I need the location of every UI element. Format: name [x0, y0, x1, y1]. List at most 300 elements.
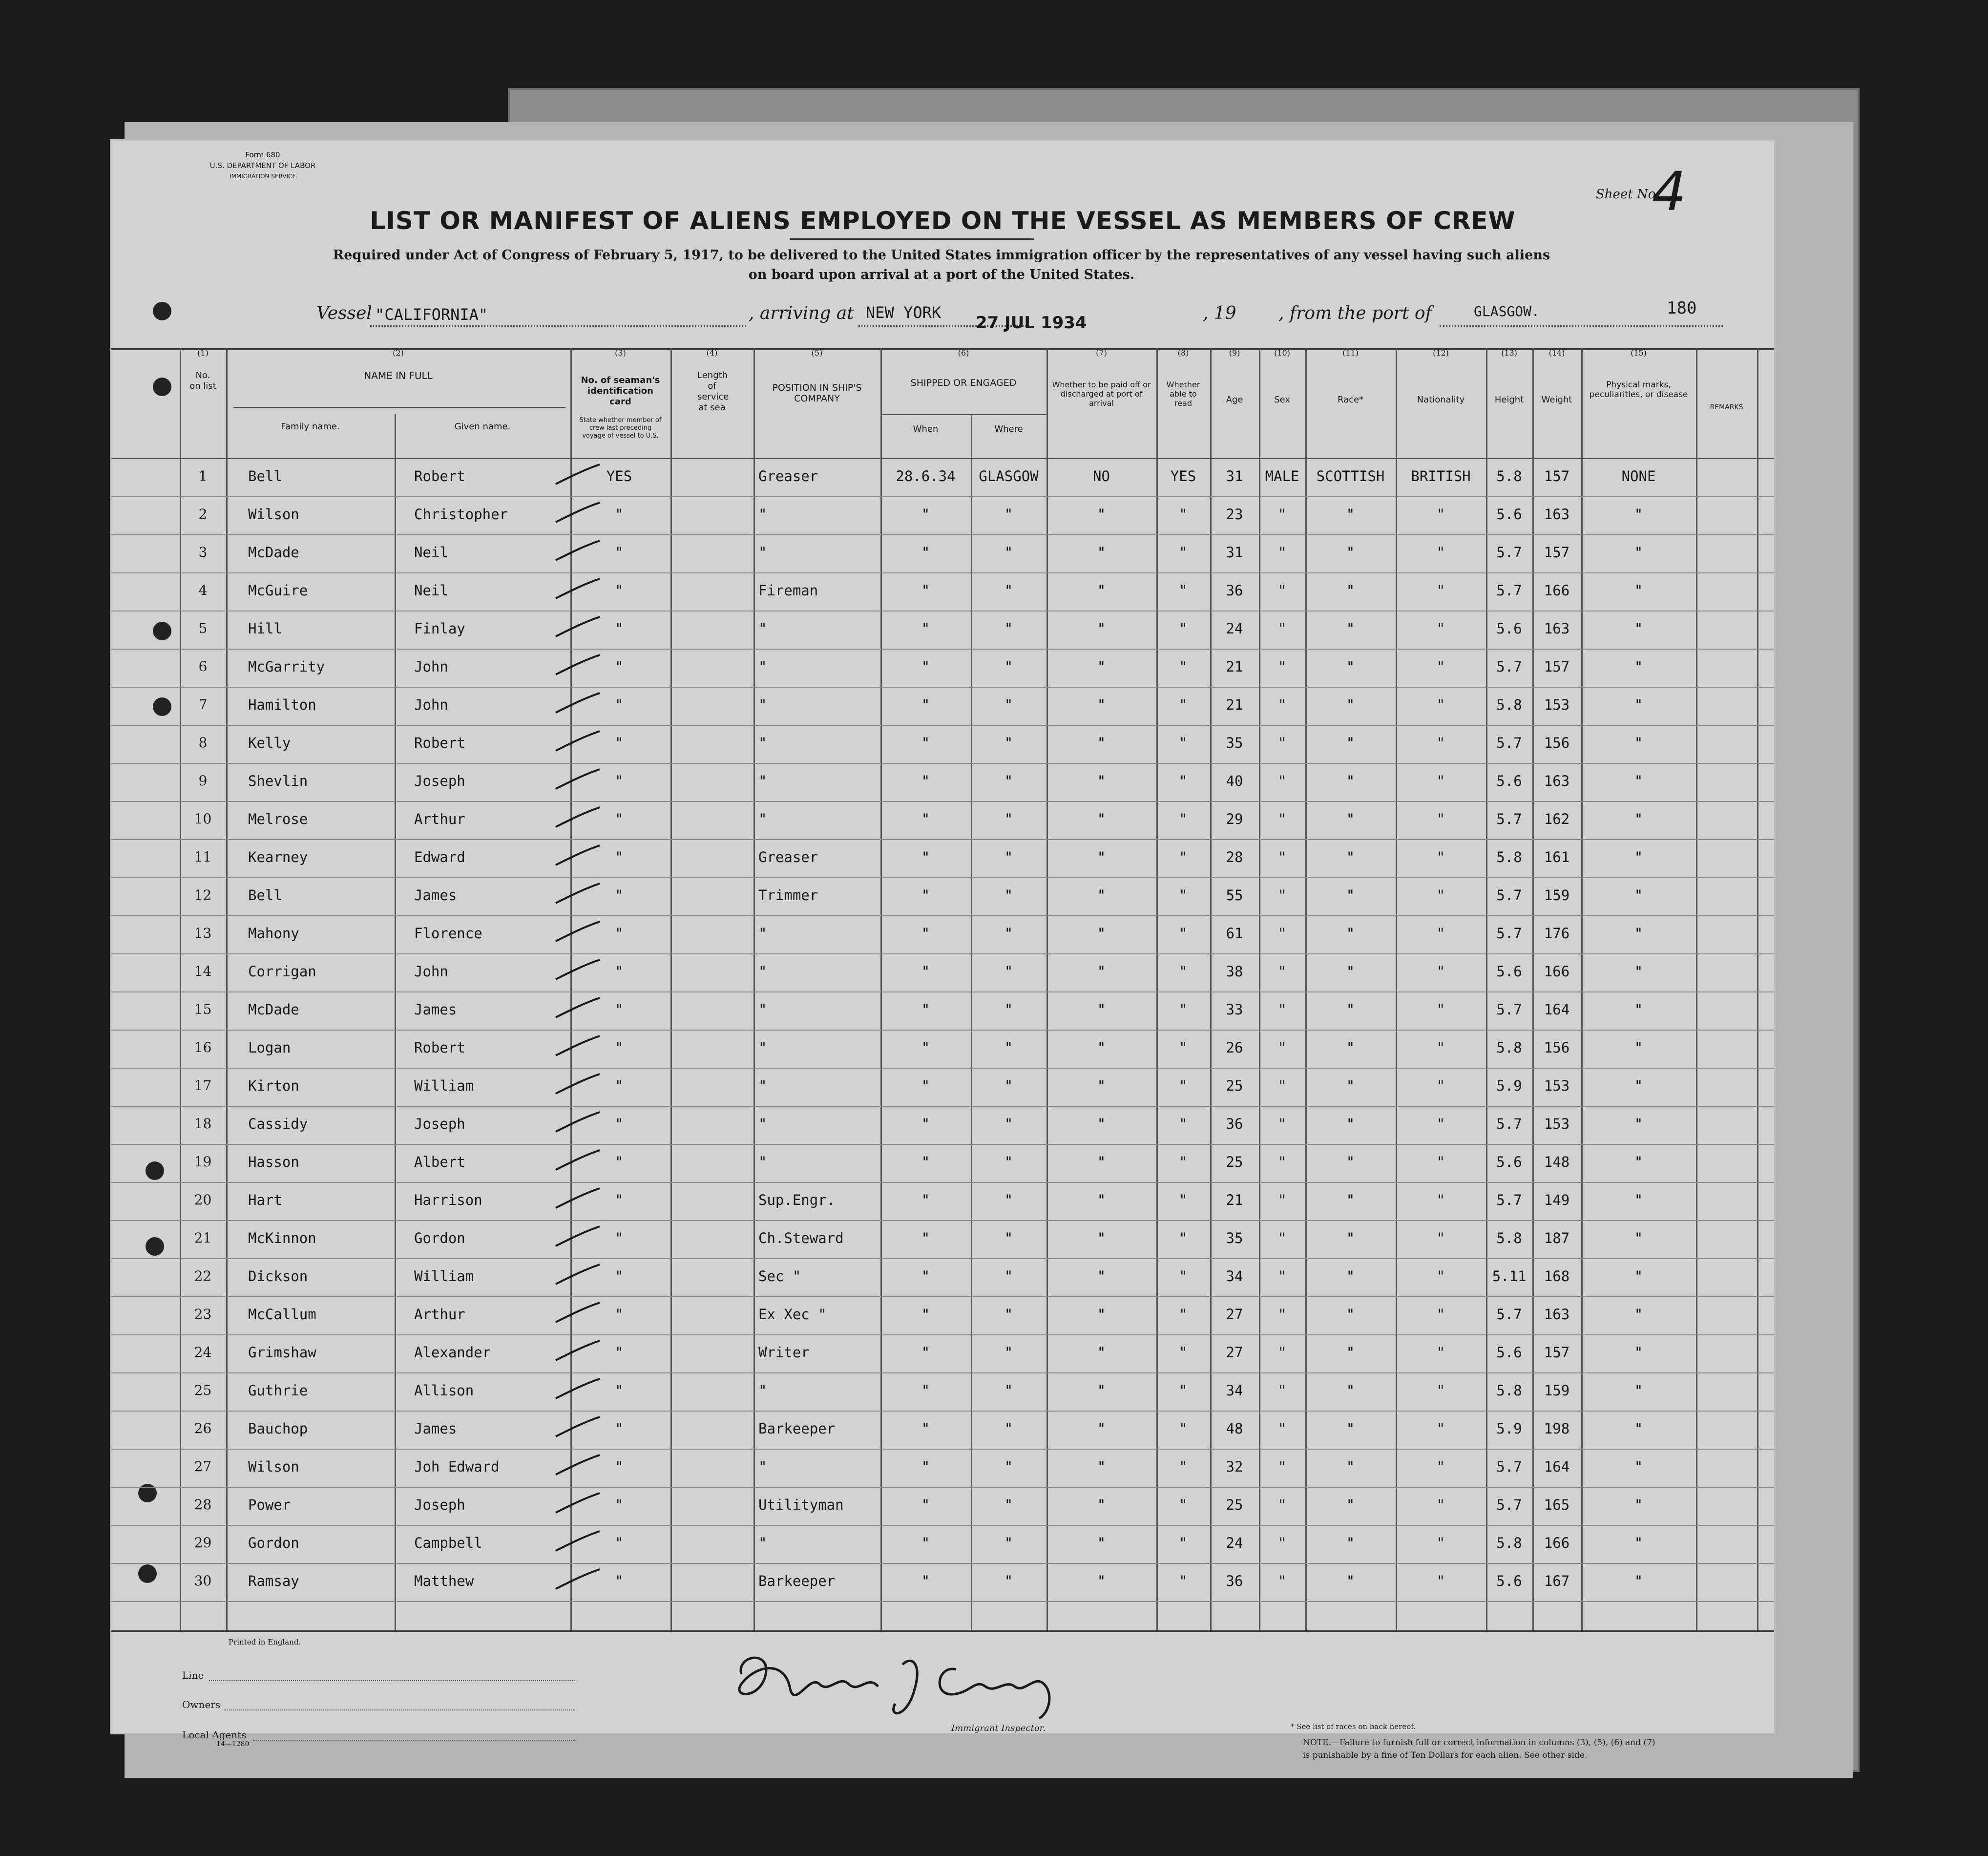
- cell-marks: ": [1634, 1344, 1643, 1361]
- cell-paid: ": [1097, 1230, 1106, 1246]
- cell-weight: 157: [1544, 468, 1570, 485]
- check-mark: [553, 1338, 602, 1363]
- cell-no: 25: [194, 1382, 212, 1398]
- cell-given: Allison: [414, 1382, 474, 1399]
- cell-card: ": [615, 1420, 624, 1437]
- cell-read: ": [1179, 658, 1188, 675]
- cell-card: ": [615, 1001, 624, 1018]
- cell-card: ": [615, 1306, 624, 1323]
- cell-given: Joseph: [414, 1497, 465, 1513]
- cell-height: 5.8: [1496, 849, 1522, 865]
- cell-where: ": [1004, 1306, 1013, 1323]
- cell-sex: ": [1277, 887, 1287, 904]
- cell-age: 26: [1226, 1039, 1243, 1056]
- cell-read: ": [1179, 773, 1188, 789]
- cell-where: ": [1004, 1535, 1013, 1551]
- cell-position: ": [758, 1535, 767, 1551]
- cell-when: ": [921, 1039, 930, 1056]
- cell-age: 61: [1226, 925, 1243, 942]
- cell-weight: 166: [1544, 1535, 1570, 1551]
- col-3-number: (3): [615, 348, 626, 358]
- cell-position: ": [758, 811, 767, 827]
- col-11-number: (11): [1342, 348, 1359, 358]
- col-header-height: Height: [1494, 395, 1524, 405]
- cell-sex: ": [1277, 925, 1287, 942]
- cell-no: 10: [194, 811, 212, 827]
- cell-height: 5.7: [1496, 658, 1522, 675]
- cell-card: ": [615, 1344, 624, 1361]
- cell-where: ": [1004, 1116, 1013, 1132]
- cell-no: 5: [198, 620, 208, 636]
- cell-sex: ": [1277, 849, 1287, 865]
- cell-card: ": [615, 1382, 624, 1399]
- cell-when: 28.6.34: [896, 468, 956, 485]
- cell-paid: ": [1097, 1268, 1106, 1285]
- cell-no: 8: [198, 735, 208, 751]
- manifest-sheet: [110, 139, 1776, 1760]
- cell-nationality: ": [1436, 1306, 1445, 1323]
- cell-age: 32: [1226, 1458, 1243, 1475]
- cell-when: ": [921, 887, 930, 904]
- check-mark: [553, 691, 602, 715]
- cell-no: 6: [198, 658, 208, 675]
- table-row: [111, 611, 1774, 650]
- table-row: [111, 1525, 1774, 1564]
- cell-read: ": [1179, 506, 1188, 523]
- cell-height: 5.7: [1496, 887, 1522, 904]
- cell-given: James: [414, 1001, 457, 1018]
- departure-port: GLASGOW.: [1474, 303, 1540, 319]
- cell-height: 5.7: [1496, 1001, 1522, 1018]
- cell-no: 16: [194, 1039, 212, 1055]
- cell-read: ": [1179, 1535, 1188, 1551]
- cell-card: ": [615, 849, 624, 865]
- cell-paid: ": [1097, 1116, 1106, 1132]
- cell-card: ": [615, 1154, 624, 1170]
- cell-position: ": [758, 1458, 767, 1475]
- cell-family: Logan: [248, 1039, 291, 1056]
- cell-race: ": [1346, 1458, 1355, 1475]
- cell-sex: ": [1277, 1420, 1287, 1437]
- cell-nationality: ": [1436, 925, 1445, 942]
- cell-nationality: ": [1436, 963, 1445, 980]
- cell-position: ": [758, 773, 767, 789]
- cell-when: ": [921, 1230, 930, 1246]
- cell-age: 55: [1226, 887, 1243, 904]
- cell-position: ": [758, 658, 767, 675]
- cell-nationality: ": [1436, 1497, 1445, 1513]
- cell-where: ": [1004, 849, 1013, 865]
- table-row: [111, 877, 1774, 916]
- cell-sex: ": [1277, 506, 1287, 523]
- cell-given: Joh Edward: [414, 1458, 500, 1475]
- check-mark: [553, 1376, 602, 1401]
- cell-card: ": [615, 506, 624, 523]
- cell-race: ": [1346, 1268, 1355, 1285]
- cell-read: ": [1179, 1039, 1188, 1056]
- cell-given: James: [414, 1420, 457, 1437]
- cell-race: ": [1346, 1497, 1355, 1513]
- table-row: [111, 725, 1774, 764]
- cell-where: ": [1004, 963, 1013, 980]
- cell-nationality: ": [1436, 849, 1445, 865]
- cell-family: Kelly: [248, 735, 291, 751]
- table-row: [111, 1182, 1774, 1221]
- cell-sex: ": [1277, 1573, 1287, 1589]
- cell-position: Ex Xec ": [758, 1306, 827, 1323]
- cell-weight: 164: [1544, 1458, 1570, 1475]
- cell-given: Neil: [414, 544, 448, 561]
- check-mark: [553, 1453, 602, 1477]
- cell-no: 18: [194, 1116, 212, 1132]
- table-row: [111, 1068, 1774, 1107]
- cell-sex: ": [1277, 1268, 1287, 1285]
- cell-sex: ": [1277, 1306, 1287, 1323]
- cell-age: 21: [1226, 658, 1243, 675]
- check-mark: [553, 729, 602, 753]
- cell-nationality: ": [1436, 620, 1445, 637]
- cell-read: ": [1179, 849, 1188, 865]
- cell-where: ": [1004, 887, 1013, 904]
- cell-age: 36: [1226, 1573, 1243, 1589]
- col-header-family-name: Family name.: [281, 422, 340, 432]
- cell-race: ": [1346, 811, 1355, 827]
- arriving-label: , arriving at: [749, 303, 854, 323]
- cell-no: 21: [194, 1230, 212, 1246]
- cell-nationality: ": [1436, 1154, 1445, 1170]
- cell-paid: ": [1097, 1001, 1106, 1018]
- cell-given: John: [414, 658, 448, 675]
- cell-read: ": [1179, 544, 1188, 561]
- cell-family: Hasson: [248, 1154, 299, 1170]
- document-subtitle: [282, 246, 1601, 285]
- cell-height: 5.8: [1496, 1535, 1522, 1551]
- cell-family: McDade: [248, 544, 299, 561]
- cell-read: ": [1179, 1420, 1188, 1437]
- table-row: [111, 458, 1774, 497]
- cell-age: 36: [1226, 582, 1243, 599]
- cell-when: ": [921, 1268, 930, 1285]
- check-mark: [553, 576, 602, 601]
- cell-card: ": [615, 773, 624, 789]
- check-mark: [553, 1186, 602, 1210]
- cell-marks: ": [1634, 1039, 1643, 1056]
- cell-family: Hart: [248, 1192, 282, 1208]
- cell-where: ": [1004, 1573, 1013, 1589]
- cell-paid: ": [1097, 1573, 1106, 1589]
- cell-family: Kirton: [248, 1077, 299, 1094]
- cell-weight: 157: [1544, 544, 1570, 561]
- cell-where: ": [1004, 925, 1013, 942]
- cell-weight: 166: [1544, 963, 1570, 980]
- cell-weight: 149: [1544, 1192, 1570, 1208]
- cell-race: ": [1346, 544, 1355, 561]
- table-row: [111, 763, 1774, 802]
- cell-weight: 167: [1544, 1573, 1570, 1589]
- cell-marks: ": [1634, 696, 1643, 713]
- cell-given: John: [414, 963, 448, 980]
- cell-position: Greaser: [758, 468, 818, 485]
- cell-sex: ": [1277, 1344, 1287, 1361]
- cell-read: ": [1179, 1458, 1188, 1475]
- table-bottom-rule: [111, 1630, 1774, 1632]
- cell-where: ": [1004, 1344, 1013, 1361]
- cell-nationality: ": [1436, 658, 1445, 675]
- cell-no: 17: [194, 1077, 212, 1094]
- cell-weight: 162: [1544, 811, 1570, 827]
- col-header-id-card-note: State whether member of crew last preceding voyage of vessel to U.S.: [579, 417, 662, 440]
- check-mark: [553, 653, 602, 677]
- cell-marks: ": [1634, 1192, 1643, 1208]
- penalty-note-line-2: is punishable by a fine of Ten Dollars for each alien. See other side.: [1303, 1751, 1588, 1760]
- cell-sex: MALE: [1265, 468, 1299, 485]
- cell-position: ": [758, 925, 767, 942]
- cell-family: Bauchop: [248, 1420, 308, 1437]
- cell-nationality: ": [1436, 1077, 1445, 1094]
- cell-position: Ch.Steward: [758, 1230, 844, 1246]
- cell-family: Dickson: [248, 1268, 308, 1285]
- cell-paid: ": [1097, 811, 1106, 827]
- cell-family: Bell: [248, 468, 282, 485]
- cell-where: ": [1004, 1268, 1013, 1285]
- table-row: [111, 1411, 1774, 1450]
- cell-race: ": [1346, 1535, 1355, 1551]
- department-name: U.S. DEPARTMENT OF LABOR: [209, 161, 316, 170]
- cell-weight: 163: [1544, 1306, 1570, 1323]
- cell-race: SCOTTISH: [1316, 468, 1385, 485]
- cell-given: John: [414, 696, 448, 713]
- cell-read: ": [1179, 696, 1188, 713]
- cell-weight: 153: [1544, 1116, 1570, 1132]
- cell-weight: 157: [1544, 658, 1570, 675]
- document-title: LIST OR MANIFEST OF ALIENS EMPLOYED ON THE VESSEL AS MEMBERS OF CREW: [370, 207, 1516, 235]
- cell-race: ": [1346, 1230, 1355, 1246]
- cell-card: ": [615, 696, 624, 713]
- signature-caption: Immigrant Inspector.: [951, 1723, 1046, 1733]
- race-note: * See list of races on back hereof.: [1291, 1722, 1416, 1731]
- cell-no: 4: [198, 582, 208, 598]
- cell-sex: ": [1277, 544, 1287, 561]
- check-mark: [553, 1529, 602, 1553]
- cell-position: ": [758, 1077, 767, 1094]
- cell-family: Melrose: [248, 811, 308, 827]
- cell-where: ": [1004, 773, 1013, 789]
- owners-label: Owners: [182, 1699, 221, 1710]
- cell-marks: ": [1634, 544, 1643, 561]
- cell-weight: 153: [1544, 1077, 1570, 1094]
- cell-nationality: ": [1436, 735, 1445, 751]
- check-mark: [553, 1224, 602, 1248]
- cell-race: ": [1346, 887, 1355, 904]
- check-mark: [553, 843, 602, 867]
- cell-height: 5.11: [1492, 1268, 1527, 1285]
- cell-position: ": [758, 1382, 767, 1399]
- cell-given: Neil: [414, 582, 448, 599]
- table-row: [111, 1220, 1774, 1259]
- cell-weight: 163: [1544, 773, 1570, 789]
- cell-when: ": [921, 1573, 930, 1589]
- line-label: Line: [182, 1669, 204, 1681]
- vessel-row: [111, 298, 1774, 333]
- cell-race: ": [1346, 1573, 1355, 1589]
- cell-read: ": [1179, 811, 1188, 827]
- cell-read: ": [1179, 1573, 1188, 1589]
- cell-family: Bell: [248, 887, 282, 904]
- cell-height: 5.6: [1496, 506, 1522, 523]
- cell-nationality: ": [1436, 1039, 1445, 1056]
- cell-card: ": [615, 925, 624, 942]
- cell-weight: 159: [1544, 887, 1570, 904]
- cell-age: 25: [1226, 1497, 1243, 1513]
- col-4-number: (4): [706, 348, 718, 358]
- cell-nationality: ": [1436, 1192, 1445, 1208]
- cell-height: 5.7: [1496, 1116, 1522, 1132]
- cell-family: Hill: [248, 620, 282, 637]
- cell-marks: ": [1634, 1077, 1643, 1094]
- cell-age: 27: [1226, 1306, 1243, 1323]
- cell-paid: ": [1097, 1077, 1106, 1094]
- col-8-number: (8): [1177, 348, 1189, 358]
- cell-when: ": [921, 1458, 930, 1475]
- cell-when: ": [921, 1344, 930, 1361]
- cell-race: ": [1346, 1039, 1355, 1056]
- table-row: [111, 1487, 1774, 1526]
- cell-when: ": [921, 1116, 930, 1132]
- cell-no: 13: [194, 925, 212, 941]
- cell-given: Matthew: [414, 1573, 474, 1589]
- cell-height: 5.7: [1496, 925, 1522, 942]
- vessel-label: Vessel: [316, 303, 372, 323]
- table-row: [111, 839, 1774, 878]
- cell-card: ": [615, 1458, 624, 1475]
- cell-age: 31: [1226, 468, 1243, 485]
- check-mark: [553, 881, 602, 906]
- cell-marks: ": [1634, 1458, 1643, 1475]
- cell-weight: 168: [1544, 1268, 1570, 1285]
- cell-age: 28: [1226, 849, 1243, 865]
- cell-where: ": [1004, 582, 1013, 599]
- cell-height: 5.9: [1496, 1077, 1522, 1094]
- cell-when: ": [921, 849, 930, 865]
- cell-marks: ": [1634, 620, 1643, 637]
- cell-sex: ": [1277, 1001, 1287, 1018]
- cell-marks: ": [1634, 1535, 1643, 1551]
- col-header-given-name: Given name.: [454, 422, 511, 432]
- cell-where: GLASGOW: [979, 468, 1039, 485]
- cell-family: McDade: [248, 1001, 299, 1018]
- cell-no: 30: [194, 1573, 212, 1589]
- cell-marks: ": [1634, 1306, 1643, 1323]
- cell-paid: ": [1097, 849, 1106, 865]
- sheet-number: 4: [1652, 160, 1686, 223]
- check-mark: [553, 614, 602, 639]
- cell-sex: ": [1277, 963, 1287, 980]
- table-row: [111, 915, 1774, 954]
- cell-where: ": [1004, 544, 1013, 561]
- cell-card: ": [615, 887, 624, 904]
- col-header-race: Race*: [1337, 395, 1364, 405]
- subtitle-line-2: on board upon arrival at a port of the United States.: [748, 267, 1135, 282]
- cell-where: ": [1004, 1382, 1013, 1399]
- service-name: IMMIGRATION SERVICE: [230, 173, 296, 180]
- cell-given: Arthur: [414, 1306, 465, 1323]
- cell-family: Wilson: [248, 1458, 299, 1475]
- cell-no: 15: [194, 1001, 212, 1017]
- cell-race: ": [1346, 1077, 1355, 1094]
- cell-height: 5.7: [1496, 1458, 1522, 1475]
- cell-no: 28: [194, 1497, 212, 1513]
- cell-age: 35: [1226, 735, 1243, 751]
- col-5-number: (5): [811, 348, 823, 358]
- cell-given: Gordon: [414, 1230, 465, 1246]
- cell-age: 21: [1226, 696, 1243, 713]
- form-number: Form 680: [245, 150, 280, 159]
- cell-where: ": [1004, 1039, 1013, 1056]
- serial-number: 180: [1667, 298, 1697, 318]
- cell-sex: ": [1277, 1116, 1287, 1132]
- cell-age: 24: [1226, 1535, 1243, 1551]
- cell-read: ": [1179, 925, 1188, 942]
- check-mark: [553, 1491, 602, 1515]
- cell-family: Hamilton: [248, 696, 316, 713]
- table-row: [111, 1258, 1774, 1297]
- cell-when: ": [921, 1306, 930, 1323]
- cell-race: ": [1346, 582, 1355, 599]
- cell-sex: ": [1277, 658, 1287, 675]
- cell-no: 1: [198, 468, 208, 484]
- cell-where: ": [1004, 1420, 1013, 1437]
- cell-height: 5.7: [1496, 582, 1522, 599]
- arrival-port: NEW YORK: [866, 303, 942, 322]
- cell-when: ": [921, 696, 930, 713]
- table-row: [111, 649, 1774, 688]
- cell-weight: 164: [1544, 1001, 1570, 1018]
- cell-weight: 165: [1544, 1497, 1570, 1513]
- cell-marks: ": [1634, 582, 1643, 599]
- cell-given: Robert: [414, 1039, 465, 1056]
- table-row: [111, 991, 1774, 1031]
- check-mark: [553, 995, 602, 1020]
- from-port-label: , from the port of: [1278, 303, 1432, 323]
- cell-family: Grimshaw: [248, 1344, 316, 1361]
- cell-read: ": [1179, 1382, 1188, 1399]
- cell-marks: ": [1634, 1230, 1643, 1246]
- cell-family: Corrigan: [248, 963, 316, 980]
- col-header-where: Where: [994, 424, 1023, 434]
- cell-when: ": [921, 773, 930, 789]
- cell-weight: 153: [1544, 696, 1570, 713]
- cell-weight: 187: [1544, 1230, 1570, 1246]
- local-agents-code: 14—1280: [216, 1740, 250, 1748]
- cell-family: McGarrity: [248, 658, 325, 675]
- check-mark: [553, 919, 602, 944]
- cell-marks: ": [1634, 1573, 1643, 1589]
- cell-weight: 163: [1544, 506, 1570, 523]
- cell-sex: ": [1277, 1230, 1287, 1246]
- cell-sex: ": [1277, 1154, 1287, 1170]
- cell-age: 24: [1226, 620, 1243, 637]
- cell-sex: ": [1277, 1077, 1287, 1094]
- cell-read: ": [1179, 1192, 1188, 1208]
- cell-marks: ": [1634, 849, 1643, 865]
- cell-nationality: ": [1436, 1535, 1445, 1551]
- cell-nationality: ": [1436, 1573, 1445, 1589]
- cell-weight: 159: [1544, 1382, 1570, 1399]
- check-mark: [553, 1033, 602, 1058]
- cell-age: 35: [1226, 1230, 1243, 1246]
- cell-paid: ": [1097, 1382, 1106, 1399]
- cell-where: ": [1004, 735, 1013, 751]
